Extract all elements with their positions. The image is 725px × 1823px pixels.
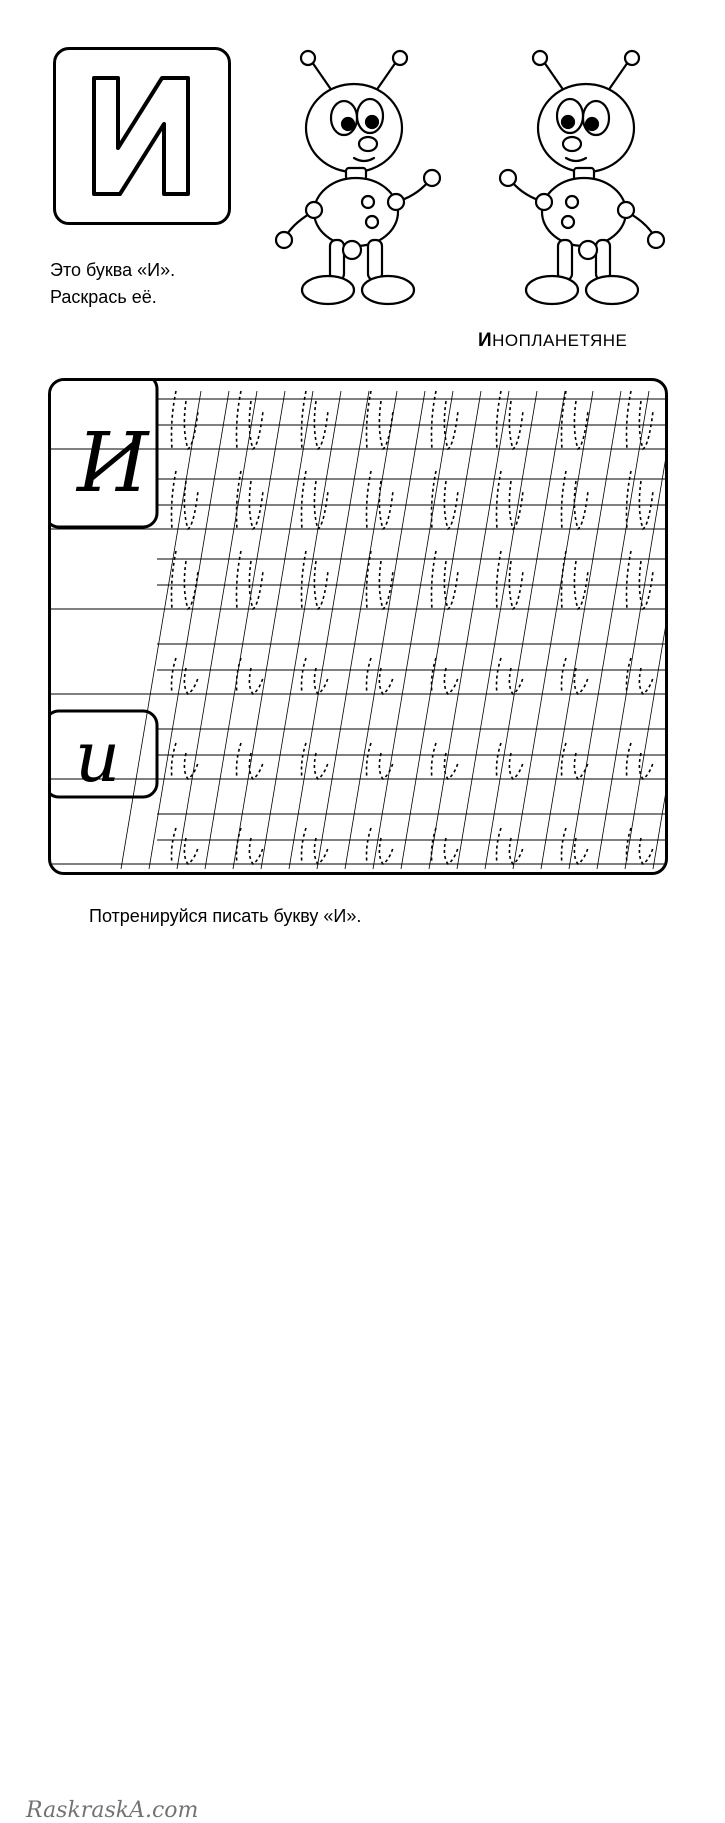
tracing-letter — [562, 471, 589, 529]
tracing-letter — [627, 743, 654, 779]
tracing-letter — [367, 551, 394, 609]
tracing-letter — [562, 658, 589, 694]
lowercase-sample-letter: и — [75, 716, 121, 798]
tracing-letter — [367, 828, 394, 864]
tracing-letter — [562, 743, 589, 779]
tracing-letter — [302, 743, 329, 779]
footer-instruction: Потренируйся писать букву «И». — [89, 906, 362, 926]
tracing-letter — [627, 391, 654, 449]
tracing-letter — [172, 471, 199, 529]
word-first-letter: И — [478, 330, 493, 351]
caption-line-1: Это буква «И». — [50, 260, 176, 280]
tracing-letter — [237, 658, 264, 694]
caption-line-2: Раскрась её. — [50, 287, 157, 307]
tracing-letter — [237, 471, 264, 529]
tracing-letter — [237, 391, 264, 449]
tracing-letter — [367, 471, 394, 529]
letter-card — [53, 47, 231, 225]
tracing-letter — [302, 391, 329, 449]
tracing-letter — [237, 828, 264, 864]
tracing-letter — [432, 743, 459, 779]
tracing-letter — [172, 391, 199, 449]
slant-guide — [625, 391, 665, 869]
instruction-caption — [50, 257, 175, 311]
word-rest: НОПЛАНЕТЯНЕ — [492, 331, 628, 350]
tracing-letter — [302, 658, 329, 694]
tracing-letter — [172, 828, 199, 864]
tracing-letter — [172, 743, 199, 779]
tracing-letter — [302, 471, 329, 529]
tracing-letter — [302, 828, 329, 864]
tracing-letter — [627, 658, 654, 694]
slant-guide — [653, 391, 665, 869]
uppercase-sample-letter: И — [77, 416, 149, 511]
practice-sheet — [48, 378, 668, 875]
watermark: RaskraskA.com — [26, 1798, 199, 1823]
tracing-letter — [432, 551, 459, 609]
tracing-letter — [237, 743, 264, 779]
tracing-letter — [562, 391, 589, 449]
tracing-letter — [302, 551, 329, 609]
tracing-letter — [172, 658, 199, 694]
tracing-letter — [497, 743, 524, 779]
tracing-letter — [497, 551, 524, 609]
slant-guide — [597, 391, 665, 869]
tracing-letter — [562, 551, 589, 609]
practice-lines — [51, 381, 665, 872]
tracing-letter — [432, 828, 459, 864]
aliens-illustration — [270, 40, 670, 320]
tracing-letter — [432, 471, 459, 529]
example-word — [478, 330, 627, 352]
tracing-letter — [627, 828, 654, 864]
outlined-letter-i — [56, 50, 228, 222]
